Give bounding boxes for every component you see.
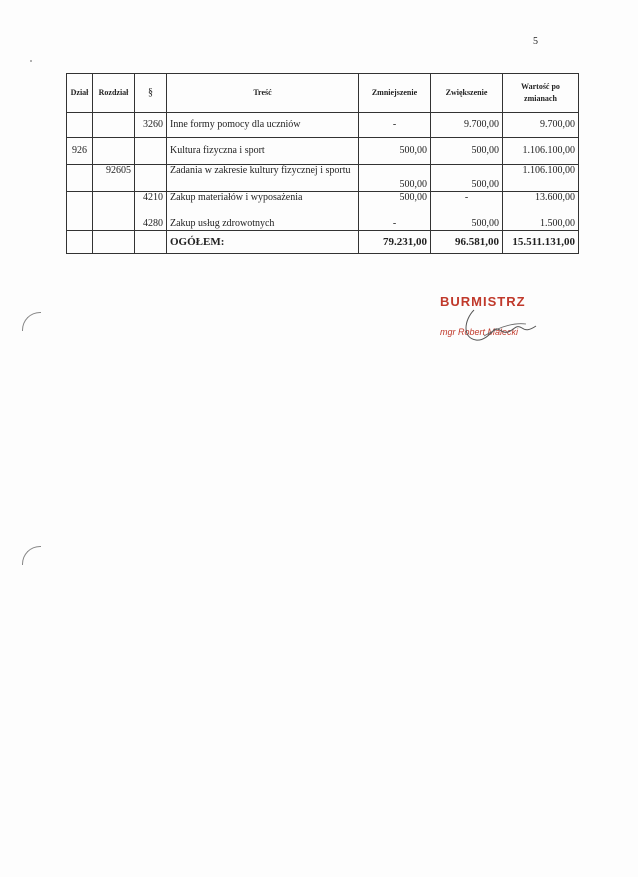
budget-table-container <box>66 73 579 254</box>
cell-zmniejszenie: - <box>392 218 397 229</box>
cell-dzial: 926 <box>67 138 93 165</box>
cell-paragraf: 4280 <box>143 218 163 229</box>
cell-dzial <box>67 231 93 254</box>
header-zwiekszenie: Zwiększenie <box>431 74 503 113</box>
cell-dzial <box>67 165 93 192</box>
table-row <box>67 138 579 165</box>
cell-zwiekszenie: 500,00 <box>471 218 499 229</box>
scan-dot <box>30 60 32 62</box>
cell-wartosc: 9.700,00 <box>503 113 579 138</box>
punch-hole-mark <box>22 312 41 331</box>
cell-paragraf: 4210 <box>143 192 163 203</box>
header-wartosc: Wartość po zmianach <box>503 74 579 113</box>
cell-zmniejszenie: - <box>359 113 431 138</box>
cell-zwiekszenie-stack <box>431 192 503 231</box>
cell-tresc: Zakup usług zdrowotnych <box>170 218 275 229</box>
cell-wartosc: 13.600,00 <box>535 192 575 203</box>
table-row <box>67 165 579 192</box>
table-row-group <box>67 192 579 231</box>
punch-hole-mark <box>22 546 41 565</box>
cell-tresc: Zadania w zakresie kultury fizycznej i sportu <box>167 165 359 192</box>
table-header-row <box>67 74 579 113</box>
cell-zwiekszenie: 500,00 <box>431 165 503 192</box>
table-row <box>67 113 579 138</box>
cell-paragraf-stack <box>135 192 167 231</box>
total-wartosc: 15.511.131,00 <box>503 231 579 254</box>
mayor-stamp <box>440 294 560 354</box>
header-tresc: Treść <box>167 74 359 113</box>
cell-zmniejszenie: 500,00 <box>359 138 431 165</box>
cell-rozdzial <box>93 231 135 254</box>
cell-zmniejszenie: 500,00 <box>359 165 431 192</box>
cell-paragraf <box>135 165 167 192</box>
header-paragraf: § <box>135 74 167 113</box>
cell-zwiekszenie: 9.700,00 <box>431 113 503 138</box>
cell-zmniejszenie-stack <box>359 192 431 231</box>
cell-wartosc: 1.500,00 <box>540 218 575 229</box>
cell-zwiekszenie: - <box>464 192 469 203</box>
cell-wartosc: 1.106.100,00 <box>503 138 579 165</box>
total-label: OGÓŁEM: <box>167 231 359 254</box>
header-zmniejszenie: Zmniejszenie <box>359 74 431 113</box>
page-number: 5 <box>533 36 538 47</box>
cell-tresc: Zakup materiałów i wyposażenia <box>170 192 303 203</box>
cell-rozdzial: 92605 <box>93 165 135 192</box>
cell-paragraf <box>135 231 167 254</box>
cell-dzial <box>67 113 93 138</box>
cell-tresc: Inne formy pomocy dla uczniów <box>167 113 359 138</box>
header-dzial: Dział <box>67 74 93 113</box>
cell-wartosc-stack <box>503 192 579 231</box>
header-rozdzial: Rozdział <box>93 74 135 113</box>
stamp-title: BURMISTRZ <box>440 294 526 309</box>
cell-tresc: Kultura fizyczna i sport <box>167 138 359 165</box>
cell-zmniejszenie: 500,00 <box>399 192 427 203</box>
budget-table <box>66 73 579 254</box>
total-zmniejszenie: 79.231,00 <box>359 231 431 254</box>
cell-wartosc: 1.106.100,00 <box>503 165 579 192</box>
cell-rozdzial <box>93 192 135 231</box>
cell-dzial <box>67 192 93 231</box>
stamp-name: mgr Robert Malecki <box>440 327 519 337</box>
total-zwiekszenie: 96.581,00 <box>431 231 503 254</box>
cell-paragraf <box>135 138 167 165</box>
cell-tresc-stack <box>167 192 359 231</box>
handwritten-signature <box>454 300 544 350</box>
cell-rozdzial <box>93 113 135 138</box>
cell-zwiekszenie: 500,00 <box>431 138 503 165</box>
cell-rozdzial <box>93 138 135 165</box>
cell-paragraf: 3260 <box>135 113 167 138</box>
table-total-row <box>67 231 579 254</box>
